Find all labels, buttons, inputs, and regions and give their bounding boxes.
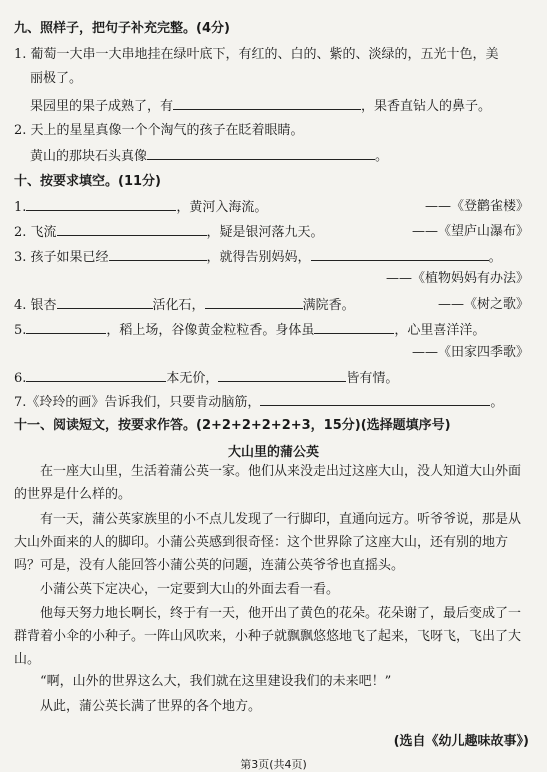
q10-4-source: ——《树之歌》 [437,297,529,312]
q10-1-blank[interactable] [26,198,176,211]
q10-7 [14,393,535,411]
q10-6 [14,369,535,387]
story-paragraph-5: “啊，山外的世界这么大，我们就在这里建设我们的未来吧！” [40,674,392,689]
q10-1-number: 1. [14,200,27,215]
q10-3-end: 。 [488,250,502,265]
q10-5 [14,321,535,339]
q10-5-number: 5. [14,323,27,338]
q10-4-blank-2[interactable] [205,296,303,309]
q10-4-prefix: 4. 银杏 [14,298,57,313]
q9-2-prefix: 黄山的那块石头真像 [30,149,148,164]
q10-7-end: 。 [490,395,504,410]
q9-2-fill-line [30,147,535,165]
q9-1-sentence: 1. 葡萄一大串一大串地挂在绿叶底下，有红的、白的、紫的、淡绿的，五光十色，美 [14,47,499,62]
q10-6-number: 6. [14,371,27,386]
story-paragraph-1: 在一座大山里，生活着蒲公英一家。他们从来没走出过这座大山，没人知道大山外面的世界是什么样的。 [14,464,522,502]
q10-4-blank-1[interactable] [57,296,153,309]
q10-6-blank-1[interactable] [26,369,166,382]
q9-1-suffix: ，果香直钻人的鼻子。 [361,99,492,114]
q10-7-text: 7.《玲玲的画》告诉我们，只要肯动脑筋， [14,395,261,410]
story-paragraph-6: 从此，蒲公英长满了世界的各个地方。 [40,699,262,714]
q10-7-blank[interactable] [260,393,490,406]
story-paragraph-4: 他每天努力地长啊长，终于有一天，他开出了黄色的花朵。花朵谢了，最后变成了一群背着小伞的小种子。一阵山风吹来，小种子就飘飘悠悠地飞了起来，飞呀飞，飞出了大山。 [14,606,522,667]
section-11-heading: 十一、阅读短文，按要求作答。(2+2+2+2+2+3，15分)(选择题填序号) [14,418,451,433]
story-paragraph-3: 小蒲公英下定决心，一定要到大山的外面去看一看。 [40,582,340,597]
story-paragraph-2: 有一天，蒲公英家族里的小不点儿发现了一行脚印，直通向远方。听爷爷说，那是从大山外面来的人的脚印。小蒲公英感到很奇怪：这个世界除了这座大山，还有别的地方吗？可是，没有人能回答小蒲公英的问题，连蒲公英爷爷也直摇头。 [14,512,522,573]
q10-3-blank-1[interactable] [109,248,207,261]
q9-1-prefix: 果园里的果子成熟了，有 [30,99,174,114]
q9-1-fill-line [30,97,535,115]
q10-5-blank-1[interactable] [26,321,106,334]
q10-3-source: ——《植物妈妈有办法》 [385,271,529,286]
q9-2-sentence: 2. 天上的星星真像一个个淘气的孩子在眨着眼睛。 [14,123,304,138]
section-10-heading: 十、按要求填空。(11分) [14,174,161,189]
q9-2-answer-blank[interactable] [147,147,375,160]
q10-1-source: ——《登鹳雀楼》 [424,199,529,214]
q10-2-text: ，疑是银河落九天。 [206,225,324,240]
q10-3-text: ，就得告别妈妈， [206,250,311,265]
story-title: 大山里的蒲公英 [227,445,319,460]
q10-6-blank-2[interactable] [218,369,346,382]
q9-2-suffix: 。 [375,149,389,164]
q10-4-text: 活化石， [152,298,205,313]
q10-5-blank-2[interactable] [314,321,394,334]
q10-2-prefix: 2. 飞流 [14,225,57,240]
q10-2-source: ——《望庐山瀑布》 [411,224,529,239]
q10-3 [14,248,535,266]
q10-3-blank-2[interactable] [311,248,489,261]
q10-6-end: 皆有情。 [346,371,399,386]
q10-5-source: ——《田家四季歌》 [411,345,529,360]
q10-5-end: ，心里喜洋洋。 [394,323,486,338]
q10-6-text: 本无价， [166,371,219,386]
story-source: (选自《幼儿趣味故事》) [393,734,529,749]
section-9-heading: 九、照样子，把句子补充完整。(4分) [14,21,230,36]
q10-4-text-2: 满院香。 [302,298,355,313]
page-footer: 第3页(共4页) [240,758,307,771]
q10-2-blank[interactable] [57,223,207,236]
q9-1-answer-blank[interactable] [173,97,361,110]
q10-1-text: ，黄河入海流。 [176,200,268,215]
q10-5-text: ，稻上场，谷像黄金粒粒香。身体虽 [106,323,315,338]
q9-1-sentence-end: 丽极了。 [30,71,83,86]
q10-3-prefix: 3. 孩子如果已经 [14,250,109,265]
